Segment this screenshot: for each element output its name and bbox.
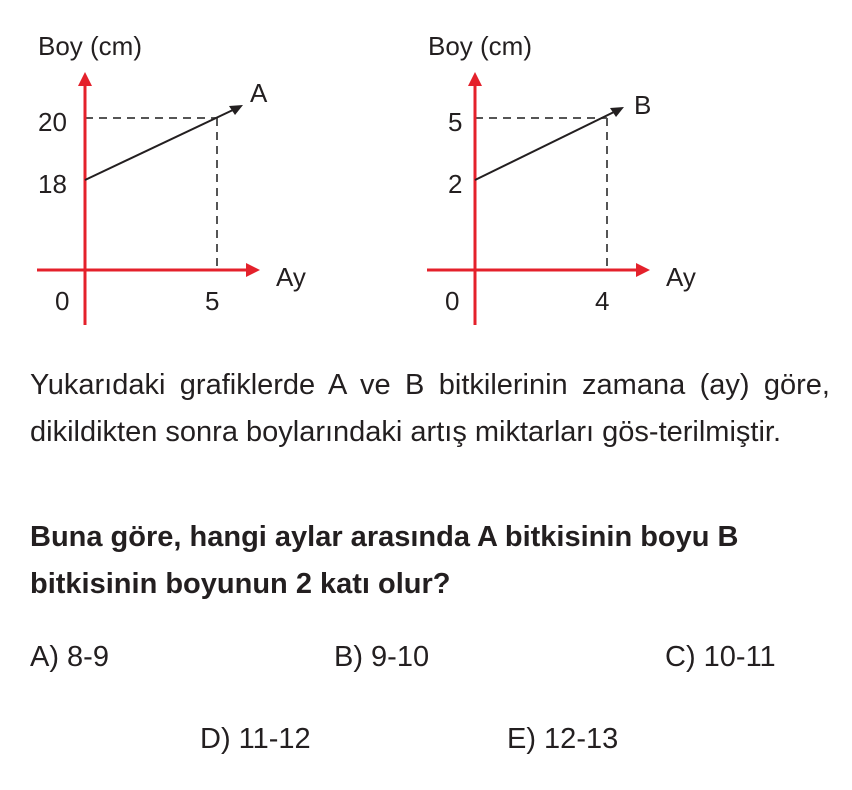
chart-a-ytick-20: 20 — [38, 107, 67, 137]
chart-b-ytick-2: 2 — [448, 169, 463, 199]
chart-a-xlabel: Ay — [276, 262, 306, 292]
chart-b-xlabel: Ay — [666, 262, 696, 292]
chart-a-svg — [0, 0, 420, 340]
chart-b — [390, 0, 810, 340]
chart-a-series-label: A — [250, 78, 268, 108]
chart-b-xtick-4: 4 — [595, 286, 610, 316]
option-c[interactable]: C) 10-11 — [665, 641, 776, 673]
chart-a-series-line — [85, 109, 235, 180]
chart-b-y-arrow — [468, 72, 482, 86]
option-a[interactable]: A) 8-9 — [30, 641, 109, 673]
chart-b-ytick-5: 5 — [448, 107, 463, 137]
chart-b-x-arrow — [636, 263, 650, 277]
chart-b-series-label: B — [634, 90, 652, 120]
chart-a-xtick-5: 5 — [205, 286, 220, 316]
chart-a-ytick-18: 18 — [38, 169, 67, 199]
chart-a-xtick-0: 0 — [55, 286, 70, 316]
option-d[interactable]: D) 11-12 — [200, 723, 311, 755]
chart-b-ylabel: Boy (cm) — [428, 31, 532, 61]
chart-a-ylabel: Boy (cm) — [38, 31, 142, 61]
chart-a-x-arrow — [246, 263, 260, 277]
chart-a — [0, 0, 420, 340]
chart-a-y-arrow — [78, 72, 92, 86]
question-text: Yukarıdaki grafiklerde A ve B bitkilerinin zamana (ay) göre, dikildikten sonra boylarındaki artış miktarları gös-terilmiştir. — [30, 369, 830, 448]
question-prompt: Buna göre, hangi aylar arasında A bitkisinin boyu B bitkisinin boyunun 2 katı olur? — [30, 521, 739, 600]
chart-b-xtick-0: 0 — [445, 286, 460, 316]
option-b[interactable]: B) 9-10 — [334, 641, 430, 673]
chart-b-series-line — [475, 111, 616, 180]
option-e[interactable]: E) 12-13 — [507, 723, 619, 755]
chart-b-svg — [390, 0, 810, 340]
